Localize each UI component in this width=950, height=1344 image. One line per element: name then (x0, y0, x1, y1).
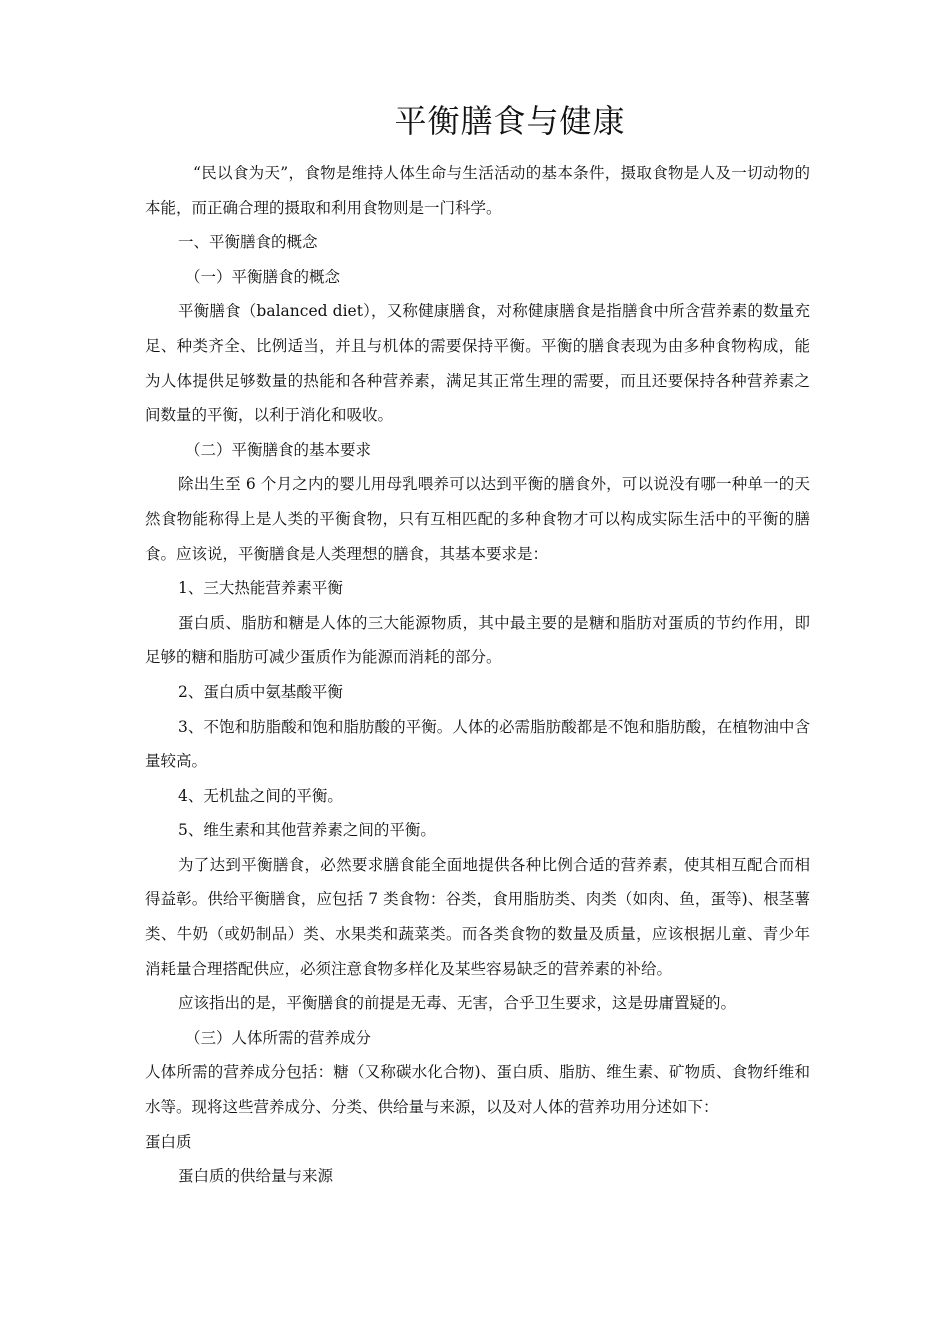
body-paragraph: 人体所需的营养成分包括：糖（又称碳水化合物)、蛋白质、脂肪、维生素、矿物质、食物纤维和水等。现将这些营养成分、分类、供给量与来源，以及对人体的营养功用分述如下： (145, 1063, 810, 1117)
intro-paragraph: “民以食为天”，食物是维持人体生命与生活活动的基本条件，摄取食物是人及一切动物的本能，而正确合理的摄取和利用食物则是一门科学。 (145, 164, 810, 217)
section-heading-1: 一、平衡膳食的概念 (178, 233, 318, 252)
body-paragraph: 应该指出的是，平衡膳食的前提是无毒、无害，合乎卫生要求，这是毋庸置疑的。 (178, 994, 737, 1013)
list-item-heading: 1、三大热能营养素平衡 (178, 579, 343, 598)
list-item-heading: 4、无机盐之间的平衡。 (178, 786, 343, 805)
document-body (145, 156, 810, 1194)
body-paragraph: 3、不饱和肪脂酸和饱和脂肪酸的平衡。人体的必需脂肪酸都是不饱和脂肪酸，在植物油中含量较高。 (145, 717, 810, 771)
body-paragraph: 蛋白质、脂肪和糖是人体的三大能源物质，其中最主要的是糖和脂肪对蛋质的节约作用，即足够的糖和脂肪可减少蛋质作为能源而消耗的部分。 (145, 613, 810, 667)
list-item-heading: 2、蛋白质中氨基酸平衡 (178, 682, 343, 701)
subsection-heading-2: （二）平衡膳食的基本要求 (185, 440, 372, 459)
body-paragraph: 除出生至 6 个月之内的婴儿用母乳喂养可以达到平衡的膳食外，可以说没有哪一种单一的天然食物能称得上是人类的平衡食物，只有互相匹配的多种食物才可以构成实际生活中的平衡的膳食。应该说，平衡膳食是人类理想的膳食，其基本要求是： (145, 475, 810, 563)
topic-heading: 蛋白质 (145, 1132, 192, 1151)
page-title: 平衡膳食与健康 (394, 102, 626, 140)
body-paragraph: 为了达到平衡膳食，必然要求膳食能全面地提供各种比例合适的营养素，使其相互配合而相得益彰。供给平衡膳食，应包括 7 类食物：谷类，食用脂肪类、肉类（如肉、鱼，蛋等)、根茎薯类、牛奶（或奶制品）类、水果类和蔬菜类。而各类食物的数量及质量，应该根据儿童、青少年消耗量合理搭配供应，必须注意食物多样化及某些容易缺乏的营养素的补给。 (145, 855, 810, 978)
subsection-heading-3: （三）人体所需的营养成分 (185, 1028, 372, 1047)
subsection-heading-1: （一）平衡膳食的概念 (185, 267, 341, 286)
list-item-heading: 5、维生素和其他营养素之间的平衡。 (178, 821, 436, 840)
topic-subheading: 蛋白质的供给量与来源 (178, 1167, 334, 1186)
body-paragraph: 平衡膳食（balanced diet），又称健康膳食，对称健康膳食是指膳食中所含营养素的数量充足、种类齐全、比例适当，并且与机体的需要保持平衡。平衡的膳食表现为由多种食物构成，能为人体提供足够数量的热能和各种营养素，满足其正常生理的需要，而且还要保持各种营养素之间数量的平衡，以利于消化和吸收。 (145, 302, 810, 425)
